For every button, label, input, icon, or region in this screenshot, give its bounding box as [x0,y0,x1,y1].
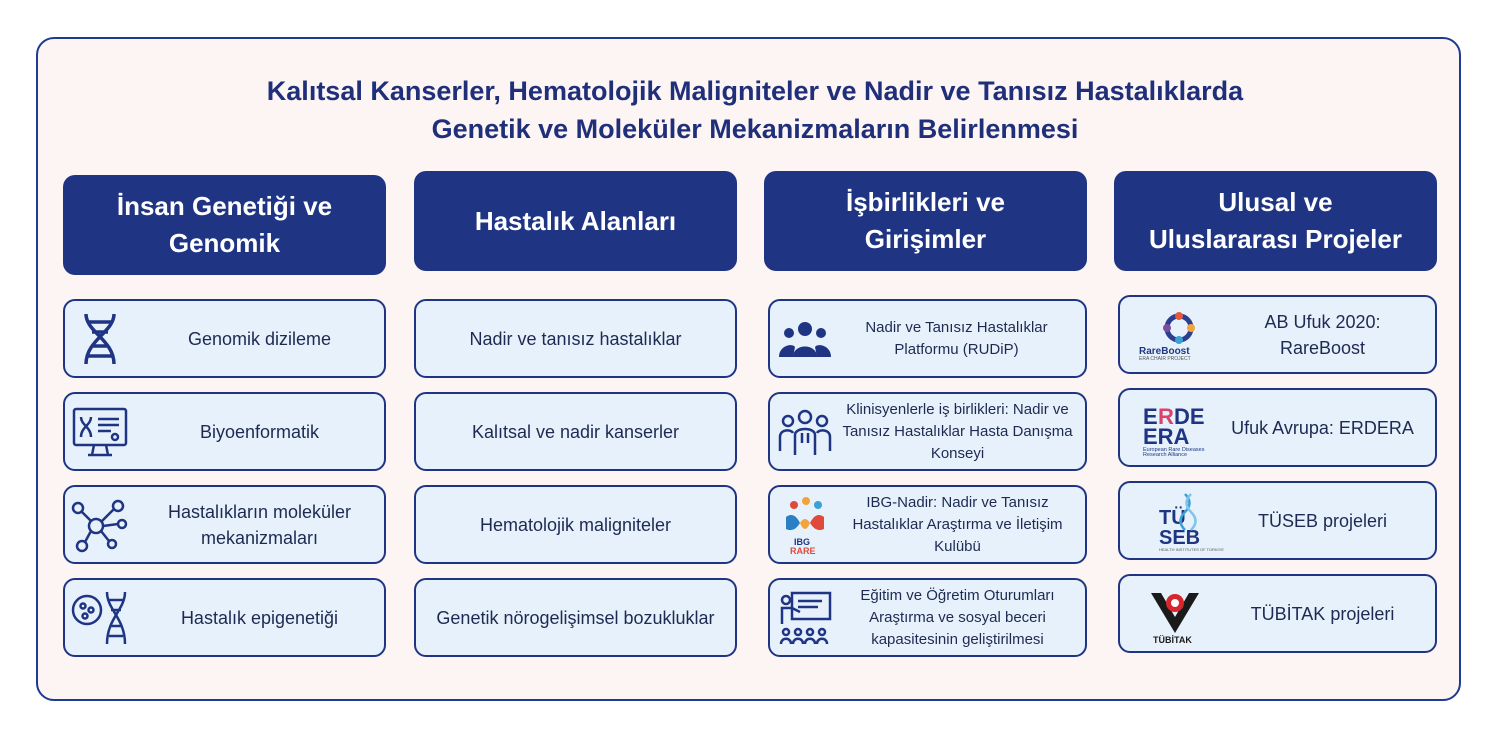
computer-monitor-icon [65,403,135,461]
svg-text:SEB: SEB [1159,526,1201,549]
header-line: İşbirlikleri ve [846,187,1005,217]
card-tuseb [1118,481,1437,560]
card-label: Hematolojik maligniteler [479,514,672,535]
svg-text:TÜBİTAK: TÜBİTAK [1153,634,1192,645]
svg-text:ERA: ERA [1143,423,1190,449]
svg-text:RARE: RARE [790,545,816,556]
card-label: Eğitim ve Öğretim Oturumları Araştırma ve sosyal beceri kapasitesinin geliştirilmesi [860,586,1055,648]
card-label: Biyoenformatik [199,421,320,442]
card-rudip-platform [768,299,1087,378]
card-hereditary-rare-cancers [414,392,737,471]
card-rare-undiagnosed-diseases [414,299,737,378]
svg-text:Research Alliance: Research Alliance [1143,451,1188,458]
svg-text:ERA CHAIR PROJECT: ERA CHAIR PROJECT [1139,355,1191,362]
card-label: Genomik dizileme [187,328,332,349]
header-line: Girişimler [864,224,987,254]
svg-text:IBG: IBG [794,536,811,547]
clinicians-icon [770,407,840,457]
epigenetics-dna-icon [65,588,135,648]
header-line: İnsan Genetiği ve [116,191,333,221]
card-bioinformatics [63,392,386,471]
svg-text:European Rare Diseases: European Rare Diseases [1143,446,1205,453]
svg-text:TÜ: TÜ [1159,506,1186,529]
people-group-icon [770,319,840,359]
card-label: AB Ufuk 2020: RareBoost [1264,311,1381,358]
rareboost-logo [1120,310,1230,360]
card-label: IBG-Nadir: Nadir ve Tanısız Hastalıklar Araştırma ve İletişim Kulübü [852,493,1063,555]
title-line-2: Genetik ve Moleküler Mekanizmaların Belirlenmesi [431,114,1079,144]
header-line: Uluslararası Projeler [1149,224,1402,254]
title-line-1: Kalıtsal Kanserler, Hematolojik Maligniteler ve Nadir ve Tanısız Hastalıklarda [266,76,1244,106]
column-header-projects [1114,171,1437,271]
header-line: Hastalık Alanları [474,205,677,236]
card-label: Kalıtsal ve nadir kanserler [471,421,680,442]
card-genomic-sequencing [63,299,386,378]
header-line: Genomik [168,228,281,258]
svg-text:HEALTH INSTITUTES OF TÜRKİYE: HEALTH INSTITUTES OF TÜRKİYE [1159,546,1224,552]
column-header-collaborations [764,171,1087,271]
card-molecular-mechanisms [63,485,386,564]
svg-text:E: E [1143,403,1158,429]
card-ibg-rare-club [768,485,1087,564]
card-label: Nadir ve tanısız hastalıklar [469,328,682,349]
card-training-sessions [768,578,1087,657]
card-label: Klinisyenlerle iş birlikleri: Nadir ve Tanısız Hastalıklar Hasta Danışma Konseyi [842,400,1073,462]
tubitak-logo [1120,583,1230,645]
card-rareboost [1118,295,1437,374]
card-label: Ufuk Avrupa: ERDERA [1231,417,1414,438]
card-erdera [1118,388,1437,467]
card-clinician-collaborations [768,392,1087,471]
card-neurodevelopmental-disorders [414,578,737,657]
tuseb-logo [1120,490,1230,552]
card-label: Genetik nörogelişimsel bozukluklar [436,607,715,628]
column-header-disease-areas [414,171,737,271]
svg-text:R: R [1158,403,1174,429]
ibg-rare-logo [770,495,840,555]
card-label: Hastalık epigenetiği [180,607,339,628]
card-epigenetics [63,578,386,657]
erdera-logo [1120,400,1230,456]
card-label: Nadir ve Tanısız Hastalıklar Platformu (RUDiP) [865,318,1048,358]
dna-icon [65,310,135,368]
svg-text:DE: DE [1174,403,1205,429]
diagram-title [0,72,1510,148]
svg-text:RareBoost: RareBoost [1139,345,1190,357]
card-label: Hastalıkların moleküler mekanizmaları [167,501,352,548]
training-session-icon [770,590,840,646]
card-tubitak [1118,574,1437,653]
card-label: TÜBİTAK projeleri [1250,603,1395,624]
column-header-human-genetics [63,175,386,275]
card-label: TÜSEB projeleri [1257,510,1388,531]
molecule-network-icon [65,496,135,554]
card-hematologic-malignancies [414,485,737,564]
header-line: Ulusal ve [1218,187,1333,217]
